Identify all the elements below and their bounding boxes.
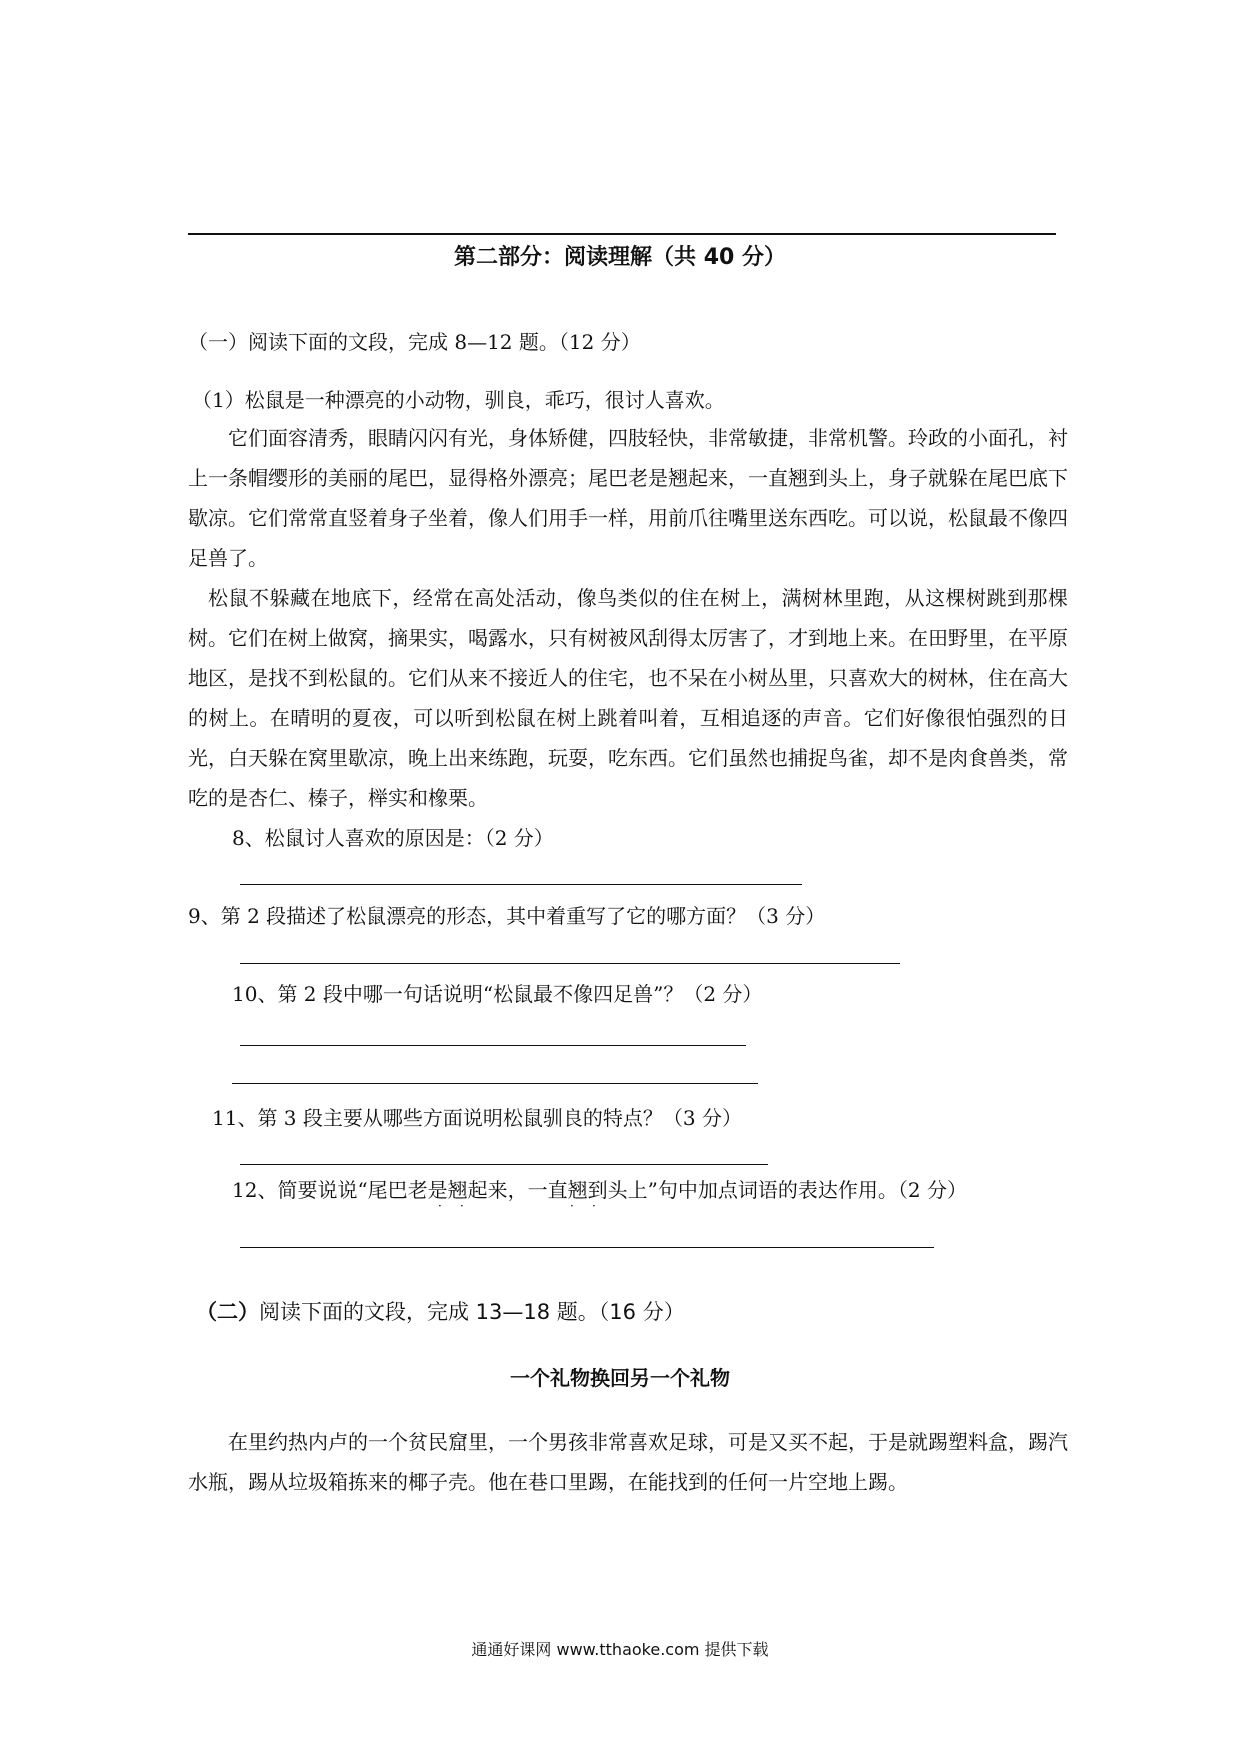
paragraph-3: 松鼠不躲藏在地底下，经常在高处活动，像鸟类似的住在树上，满树林里跑，从这棵树跳到那棵树。它们在树上做窝，摘果实，喝露水，只有树被风刮得太厉害了，才到地上来。在田野里，在平原地区，是找不到松鼠的。它们从来不接近人的住宅，也不呆在小树丛里，只喜欢大的树林，住在高大的树上。在晴明的夏夜，可以听到松鼠在树上跳着叫着，互相追逐的声音。它们好像很怕强烈的日光，白天躲在窝里歇凉，晚上出来练跑，玩耍，吃东西。它们虽然也捕捉鸟雀，却不是肉食兽类，常吃的是杏仁、榛子，榉实和橡栗。 <box>188 586 1068 810</box>
footer: 通通好课网 www.tthaoke.com 提供下载 <box>471 1640 769 1659</box>
section2-label: （二） <box>196 1300 259 1324</box>
question-10: 10、第 2 段中哪一句话说明“松鼠最不像四足兽”？（2 分） <box>232 982 763 1006</box>
answer-line-q12[interactable] <box>240 1247 934 1248</box>
question-8: 8、松鼠讨人喜欢的原因是：（2 分） <box>232 826 554 850</box>
question-11: 11、第 3 段主要从哪些方面说明松鼠驯良的特点？（3 分） <box>212 1106 742 1130</box>
answer-line-q10-b[interactable] <box>232 1083 758 1084</box>
answer-line-q9[interactable] <box>240 963 900 964</box>
section1-heading: （一）阅读下面的文段，完成 8—12 题。（12 分） <box>188 330 641 354</box>
section2-heading <box>196 1296 685 1326</box>
section2-heading-text: 阅读下面的文段，完成 13—18 题。（16 分） <box>259 1300 685 1324</box>
emphasis-dot: · <box>592 1199 596 1213</box>
paragraph-2: 它们面容清秀，眼睛闪闪有光，身体矫健，四肢轻快，非常敏捷，非常机警。玲政的小面孔，衬上一条帽缨形的美丽的尾巴，显得格外漂亮；尾巴老是翘起来，一直翘到头上，身子就躲在尾巴底下歇凉。它们常常直竖着身子坐着，像人们用手一样，用前爪往嘴里送东西吃。可以说，松鼠最不像四足兽了。 <box>188 426 1068 570</box>
emphasis-dot: · <box>570 1199 574 1213</box>
question-9: 9、第 2 段描述了松鼠漂亮的形态，其中着重写了它的哪方面？（3 分） <box>188 904 826 928</box>
answer-line-q10-a[interactable] <box>240 1045 746 1046</box>
emphasis-dot: · <box>460 1199 464 1213</box>
header-rule <box>188 233 1056 235</box>
story-paragraph-1: 在里约热内卢的一个贫民窟里，一个男孩非常喜欢足球，可是又买不起，于是就踢塑料盒，踢汽水瓶，踢从垃圾箱拣来的椰子壳。他在巷口里踢，在能找到的任何一片空地上踢。 <box>188 1430 1068 1494</box>
story-title: 一个礼物换回另一个礼物 <box>510 1366 730 1390</box>
answer-line-q11[interactable] <box>240 1164 768 1165</box>
paragraph-1: （1）松鼠是一种漂亮的小动物，驯良，乖巧，很讨人喜欢。 <box>192 388 725 412</box>
part-title: 第二部分：阅读理解（共 40 分） <box>454 245 786 270</box>
emphasis-dot: · <box>438 1199 442 1213</box>
question-12: 12、简要说说“尾巴老是翘起来，一直翘到头上”句中加点词语的表达作用。（2 分） <box>232 1178 967 1202</box>
answer-line-q8[interactable] <box>240 884 802 885</box>
